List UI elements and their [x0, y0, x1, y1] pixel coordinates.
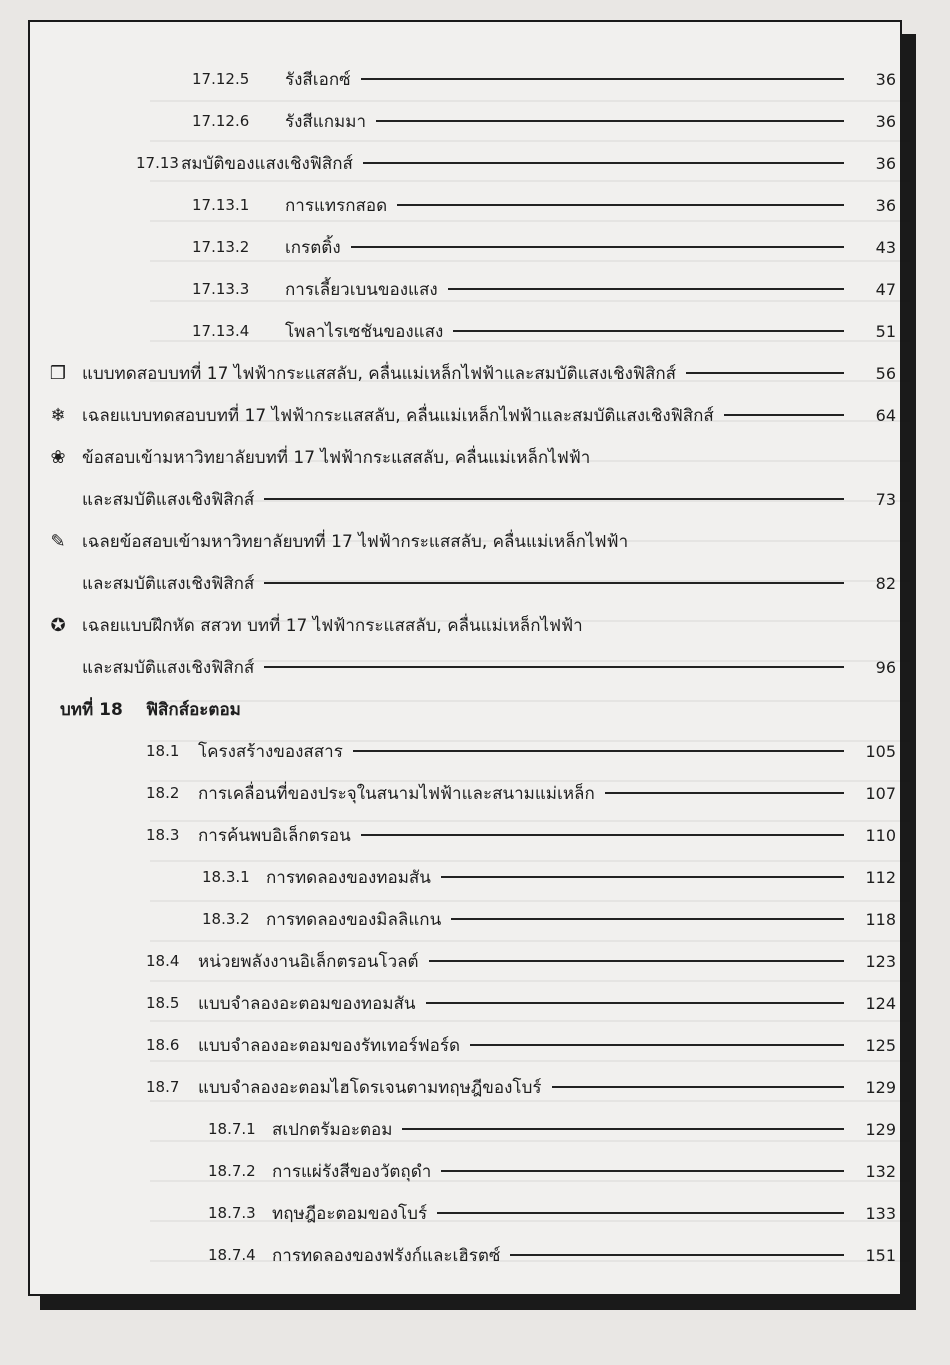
- page-number: 118: [865, 909, 896, 929]
- page-number: 51: [875, 321, 896, 341]
- toc-entry: [30, 268, 900, 310]
- entry-number: 18.7.4: [208, 1246, 256, 1264]
- entry-number: 18.7: [146, 1078, 180, 1096]
- toc-entry: [30, 310, 900, 352]
- entry-title: ทฤษฎีอะตอมของโบร์: [272, 1203, 428, 1224]
- page-number: 112: [865, 867, 896, 887]
- leader-line: [264, 666, 844, 668]
- page-number: 124: [865, 993, 896, 1013]
- toc-entry: [30, 436, 900, 478]
- entry-number: 18.3: [146, 826, 180, 844]
- entry-number: 18.4: [146, 952, 180, 970]
- leader-line: [361, 78, 844, 80]
- leader-line: [353, 750, 844, 752]
- entry-number: 18.3.2: [202, 910, 250, 928]
- entry-number: 18.6: [146, 1036, 180, 1054]
- entry-title-continued: และสมบัติแสงเชิงฟิสิกส์: [82, 657, 255, 678]
- page-number: 133: [865, 1203, 896, 1223]
- entry-number: 18.2: [146, 784, 180, 802]
- entry-number: 18.1: [146, 742, 180, 760]
- toc-entry: [30, 184, 900, 226]
- toc-entry: [30, 1150, 900, 1192]
- page-number: 125: [865, 1035, 896, 1055]
- toc-entry: [30, 604, 900, 646]
- leader-line: [397, 204, 844, 206]
- entry-number: 17.12.6: [192, 112, 250, 130]
- toc-entry: [30, 982, 900, 1024]
- page-number: 82: [875, 573, 896, 593]
- entry-number: บทที่ 18: [60, 699, 123, 720]
- page-number: 132: [865, 1161, 896, 1181]
- page-number: 110: [865, 825, 896, 845]
- page-number: 36: [875, 69, 896, 89]
- leader-line: [351, 246, 844, 248]
- page-number: 129: [865, 1077, 896, 1097]
- page-number: 64: [875, 405, 896, 425]
- entry-title: การแผ่รังสีของวัตถุดำ: [272, 1161, 432, 1182]
- toc-entry: [30, 58, 900, 100]
- toc-entry: [30, 520, 900, 562]
- toc-entry: [30, 1192, 900, 1234]
- toc-entry: [30, 100, 900, 142]
- entry-number: 18.7.3: [208, 1204, 256, 1222]
- entry-title: ฟิสิกส์อะตอม: [146, 699, 241, 720]
- toc-entry: [30, 1108, 900, 1150]
- entry-title: เฉลยแบบฝึกหัด สสวท บทที่ 17 ไฟฟ้ากระแสสลับ, คลื่นแม่เหล็กไฟฟ้า: [82, 615, 583, 636]
- page-number: 123: [865, 951, 896, 971]
- leader-line: [453, 330, 844, 332]
- table-of-contents: [30, 58, 900, 1276]
- page-number: 107: [865, 783, 896, 803]
- leader-line: [724, 414, 844, 416]
- toc-entry: [30, 142, 900, 184]
- page-number: 43: [875, 237, 896, 257]
- leader-line: [686, 372, 844, 374]
- entry-title: รังสีเอกซ์: [285, 69, 351, 90]
- leader-line: [264, 582, 844, 584]
- page-number: 56: [875, 363, 896, 383]
- toc-entry: [30, 1066, 900, 1108]
- toc-entry: [30, 1024, 900, 1066]
- checkbox-icon: ❒: [49, 362, 67, 384]
- toc-entry-continued: [30, 646, 900, 688]
- page-number: 36: [875, 195, 896, 215]
- badge-icon: ✪: [50, 614, 66, 636]
- entry-title: เฉลยข้อสอบเข้ามหาวิทยาลัยบทที่ 17 ไฟฟ้ากระแสสลับ, คลื่นแม่เหล็กไฟฟ้า: [82, 531, 629, 552]
- entry-number: 18.7.1: [208, 1120, 256, 1138]
- entry-number: 17.13.1: [192, 196, 250, 214]
- entry-title-continued: และสมบัติแสงเชิงฟิสิกส์: [82, 489, 255, 510]
- toc-page: [28, 20, 902, 1296]
- toc-entry: [30, 856, 900, 898]
- entry-title: โครงสร้างของสสาร: [198, 741, 343, 762]
- entry-title: การแทรกสอด: [285, 195, 388, 216]
- entry-number: 17.13.3: [192, 280, 250, 298]
- pencil-icon: ✎: [50, 530, 66, 552]
- leader-line: [264, 498, 844, 500]
- page-number: 105: [865, 741, 896, 761]
- toc-entry: [30, 1234, 900, 1276]
- leader-line: [437, 1212, 844, 1214]
- entry-title: การทดลองของมิลลิแกน: [266, 909, 442, 930]
- toc-entry: [30, 352, 900, 394]
- leader-line: [429, 960, 844, 962]
- toc-entry-continued: [30, 562, 900, 604]
- toc-entry: [30, 814, 900, 856]
- entry-title: แบบจำลองอะตอมของทอมสัน: [198, 993, 416, 1014]
- toc-entry: [30, 898, 900, 940]
- page-number: 73: [875, 489, 896, 509]
- entry-number: 17.12.5: [192, 70, 250, 88]
- leader-line: [441, 1170, 844, 1172]
- entry-title: แบบทดสอบบทที่ 17 ไฟฟ้ากระแสสลับ, คลื่นแม่เหล็กไฟฟ้าและสมบัติแสงเชิงฟิสิกส์: [82, 363, 677, 384]
- entry-number: 18.7.2: [208, 1162, 256, 1180]
- entry-title: สมบัติของแสงเชิงฟิสิกส์: [180, 153, 353, 174]
- entry-title: การเลี้ยวเบนของแสง: [285, 279, 438, 300]
- snowflake-icon: ❄: [50, 404, 66, 426]
- entry-number: 18.3.1: [202, 868, 250, 886]
- entry-title: โพลาไรเซชันของแสง: [285, 321, 444, 342]
- leader-line: [363, 162, 844, 164]
- entry-title: สเปกตรัมอะตอม: [272, 1119, 393, 1140]
- entry-title: หน่วยพลังงานอิเล็กตรอนโวลต์: [198, 951, 419, 972]
- entry-number: 17.13: [136, 154, 179, 172]
- leader-line: [448, 288, 844, 290]
- leader-line: [552, 1086, 845, 1088]
- entry-title: แบบจำลองอะตอมไฮโดรเจนตามทฤษฎีของโบร์: [198, 1077, 542, 1098]
- leader-line: [402, 1128, 844, 1130]
- leader-line: [451, 918, 844, 920]
- entry-title: การค้นพบอิเล็กตรอน: [198, 825, 351, 846]
- toc-entry: [30, 394, 900, 436]
- entry-title: รังสีแกมมา: [285, 111, 367, 132]
- toc-entry: [30, 226, 900, 268]
- leader-line: [426, 1002, 844, 1004]
- leader-line: [605, 792, 844, 794]
- leader-line: [361, 834, 844, 836]
- toc-entry: [30, 940, 900, 982]
- leader-line: [470, 1044, 844, 1046]
- toc-entry: [30, 730, 900, 772]
- page-number: 96: [875, 657, 896, 677]
- entry-title: เกรตติ้ง: [285, 237, 341, 258]
- page-number: 36: [875, 111, 896, 131]
- entry-title-continued: และสมบัติแสงเชิงฟิสิกส์: [82, 573, 255, 594]
- entry-number: 18.5: [146, 994, 180, 1012]
- entry-title: แบบจำลองอะตอมของรัทเทอร์ฟอร์ด: [198, 1035, 461, 1056]
- entry-title: การทดลองของฟรังก์และเฮิรตซ์: [272, 1245, 501, 1266]
- entry-title: การทดลองของทอมสัน: [266, 867, 431, 888]
- toc-entry: [30, 772, 900, 814]
- flower-icon: ❀: [50, 446, 66, 468]
- leader-line: [510, 1254, 844, 1256]
- page-number: 47: [875, 279, 896, 299]
- entry-title: เฉลยแบบทดสอบบทที่ 17 ไฟฟ้ากระแสสลับ, คลื่นแม่เหล็กไฟฟ้าและสมบัติแสงเชิงฟิสิกส์: [82, 405, 714, 426]
- entry-number: 17.13.2: [192, 238, 250, 256]
- entry-title: การเคลื่อนที่ของประจุในสนามไฟฟ้าและสนามแม่เหล็ก: [198, 783, 595, 804]
- leader-line: [441, 876, 844, 878]
- page-number: 36: [875, 153, 896, 173]
- chapter-heading: [30, 688, 900, 730]
- page-number: 151: [865, 1245, 896, 1265]
- entry-title: ข้อสอบเข้ามหาวิทยาลัยบทที่ 17 ไฟฟ้ากระแสสลับ, คลื่นแม่เหล็กไฟฟ้า: [82, 447, 591, 468]
- leader-line: [376, 120, 844, 122]
- page-number: 129: [865, 1119, 896, 1139]
- entry-number: 17.13.4: [192, 322, 250, 340]
- toc-entry-continued: [30, 478, 900, 520]
